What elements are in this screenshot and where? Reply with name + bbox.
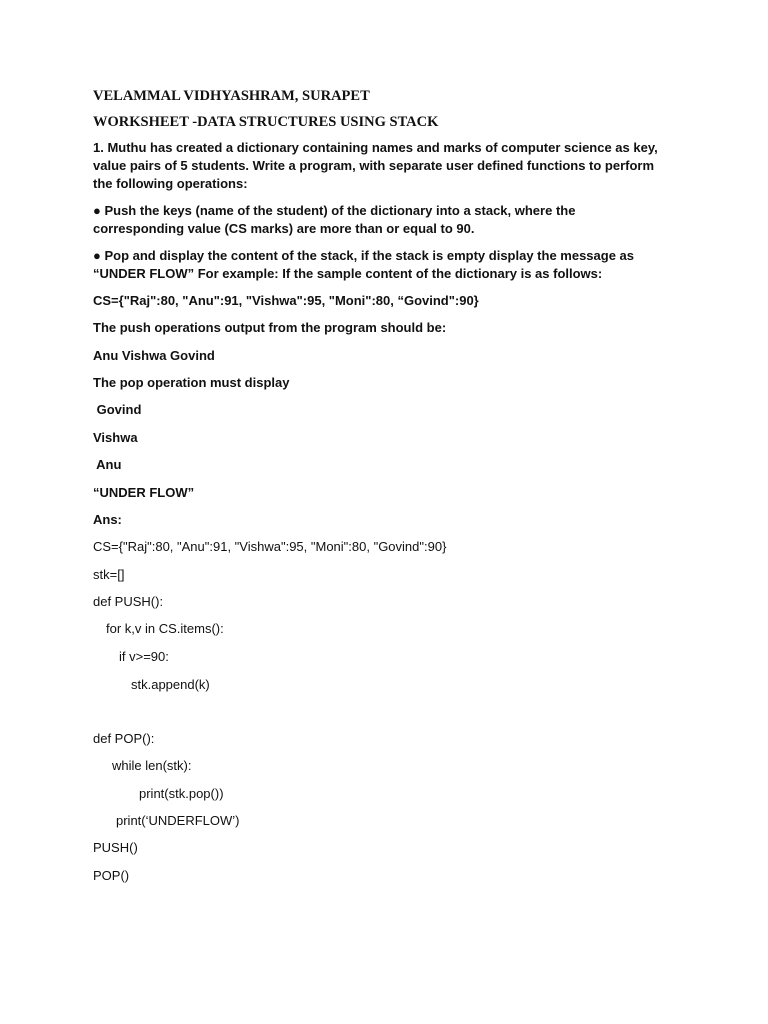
school-heading: VELAMMAL VIDHYASHRAM, SURAPET (93, 88, 370, 104)
code-line: PUSH() (93, 840, 138, 855)
sample-dictionary: CS={"Raj":80, "Anu":91, "Vishwa":95, "Moni":80, “Govind":90} (93, 293, 479, 308)
code-line: print(‘UNDERFLOW’) (116, 813, 240, 828)
pop-output-line: Anu (93, 457, 122, 472)
pop-output-line: Vishwa (93, 430, 138, 445)
push-output-label: The push operations output from the program should be: (93, 320, 447, 335)
bullet-push: ● Push the keys (name of the student) of the dictionary into a stack, where the corresponding value (CS marks) are more than or equal to 90. (93, 203, 576, 236)
code-line: stk=[] (93, 567, 125, 582)
worksheet-title: WORKSHEET -DATA STRUCTURES USING STACK (93, 114, 439, 130)
answer-label: Ans: (93, 512, 122, 527)
code-line: while len(stk): (112, 758, 192, 773)
code-line: for k,v in CS.items(): (106, 621, 224, 636)
push-output: Anu Vishwa Govind (93, 348, 215, 363)
question-intro: 1. Muthu has created a dictionary containing names and marks of computer science as key, value pairs of 5 students. Write a program, with separate user defined functions to perform the following operations: (93, 140, 658, 191)
code-line: def POP(): (93, 731, 155, 746)
code-line: POP() (93, 868, 130, 883)
pop-output-line: Govind (93, 402, 142, 417)
pop-output-label: The pop operation must display (93, 375, 290, 390)
code-line: CS={"Raj":80, "Anu":91, "Vishwa":95, "Moni":80, "Govind":90} (93, 539, 447, 554)
code-line: print(stk.pop()) (139, 786, 224, 801)
pop-output-line: “UNDER FLOW” (93, 485, 195, 500)
code-line: def PUSH(): (93, 594, 164, 609)
code-line: stk.append(k) (131, 677, 210, 692)
code-line: if v>=90: (119, 649, 169, 664)
bullet-pop: ● Pop and display the content of the stack, if the stack is empty display the message as “UNDER FLOW” For example: If the sample content of the dictionary is as follows: (93, 248, 635, 281)
